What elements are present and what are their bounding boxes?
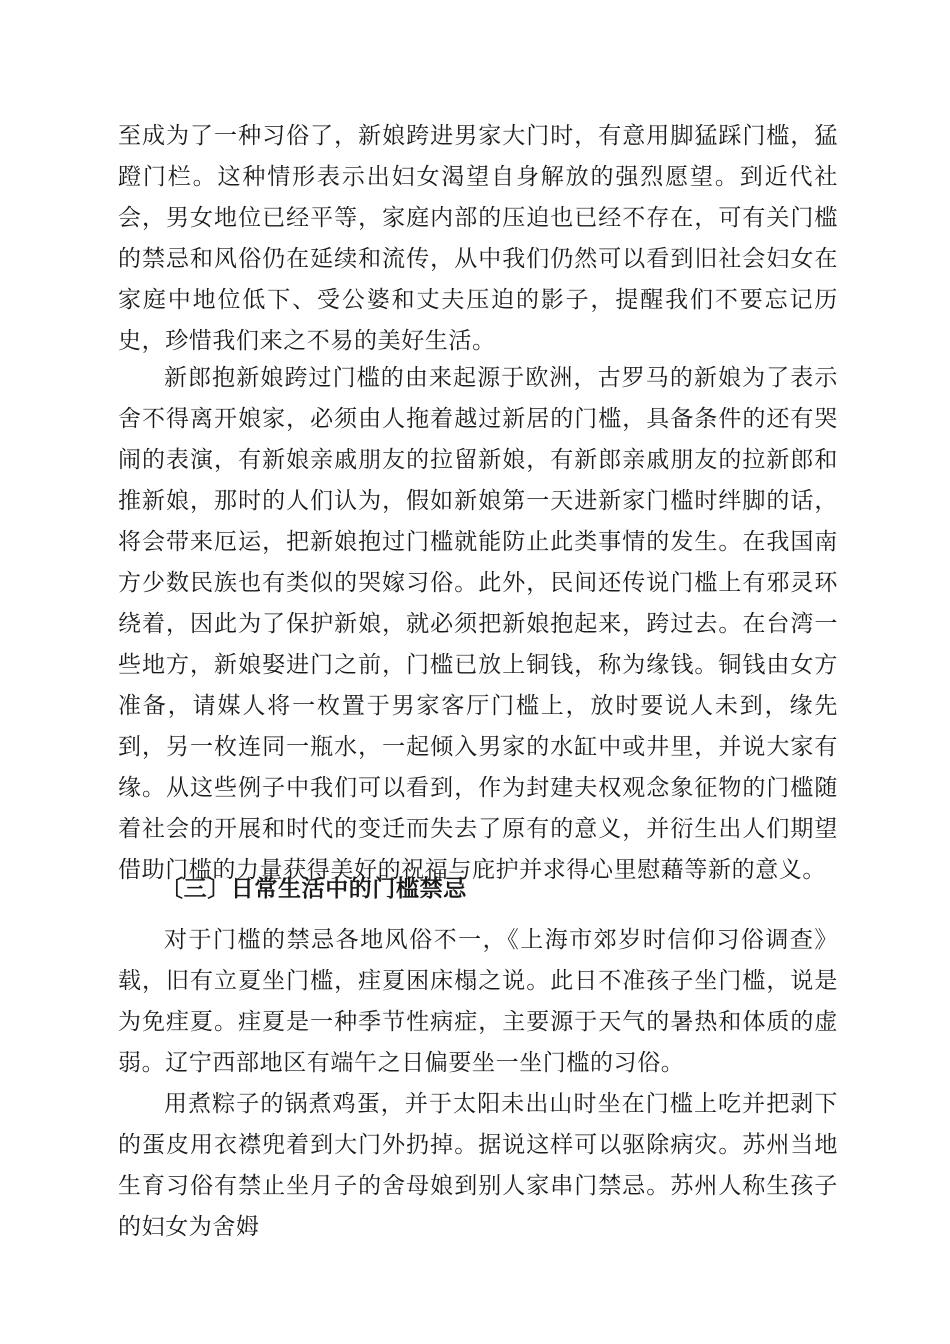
paragraph-egg-custom: 用煮粽子的锅煮鸡蛋，并于太阳未出山时坐在门槛上吃并把剥下的蛋皮用衣襟兜着到大门外扔掉。据说这样可以驱除病灾。苏州当地生育习俗有禁止坐月子的舍母娘到别人家串门禁忌。苏州人称生孩子的妇女为舍姆: [118, 1091, 838, 1240]
section-heading: 〔三〕日常生活中的门槛禁忌: [160, 875, 467, 902]
paragraph-marriage-threshold-custom: 至成为了一种习俗了，新娘跨进男家大门时，有意用脚猛踩门槛，猛蹬门栏。这种情形表示出妇女渴望自身解放的强烈愿望。到近代社会，男女地位已经平等，家庭内部的压迫也已经不存在，可有关门槛的禁忌和风俗仍在延续和流传，从中我们仍然可以看到旧社会妇女在家庭中地位低下、受公婆和丈夫压迫的影子，提醒我们不要忘记历史，珍惜我们来之不易的美好生活。: [118, 123, 838, 354]
paragraph-bride-carry-origin: 新郎抱新娘跨过门槛的由来起源于欧洲，古罗马的新娘为了表示舍不得离开娘家，必须由人拖着越过新居的门槛，具备条件的还有哭闹的表演，有新娘亲戚朋友的拉留新娘，有新郎亲戚朋友的拉新郎和推新娘，那时的人们认为，假如新娘第一天进新家门槛时绊脚的话，将会带来厄运，把新娘抱过门槛就能防止此类事情的发生。在我国南方少数民族也有类似的哭嫁习俗。此外，民间还传说门槛上有邪灵环绕着，因此为了保护新娘，就必须把新娘抱起来，跨过去。在台湾一些地方，新娘娶进门之前，门槛已放上铜钱，称为缘钱。铜钱由女方准备，请媒人将一枚置于男家客厅门槛上，放时要说人未到，缘先到，另一枚连同一瓶水，一起倾入男家的水缸中或井里，并说大家有缘。从这些例子中我们可以看到，作为封建夫权观念象征物的门槛随着社会的开展和时代的变迁而失去了原有的意义，并衍生出人们期望借助门槛的力量获得美好的祝福与庇护并求得心里慰藉等新的意义。: [118, 365, 838, 883]
paragraph-threshold-taboos: 对于门槛的禁忌各地风俗不一，《上海市郊岁时信仰习俗调查》载，旧有立夏坐门槛，疰夏困床榻之说。此日不准孩子坐门槛，说是为免疰夏。疰夏是一种季节性病症，主要源于天气的暑热和体质的虚弱。辽宁西部地区有端午之日偏要坐一坐门槛的习俗。: [118, 927, 838, 1076]
